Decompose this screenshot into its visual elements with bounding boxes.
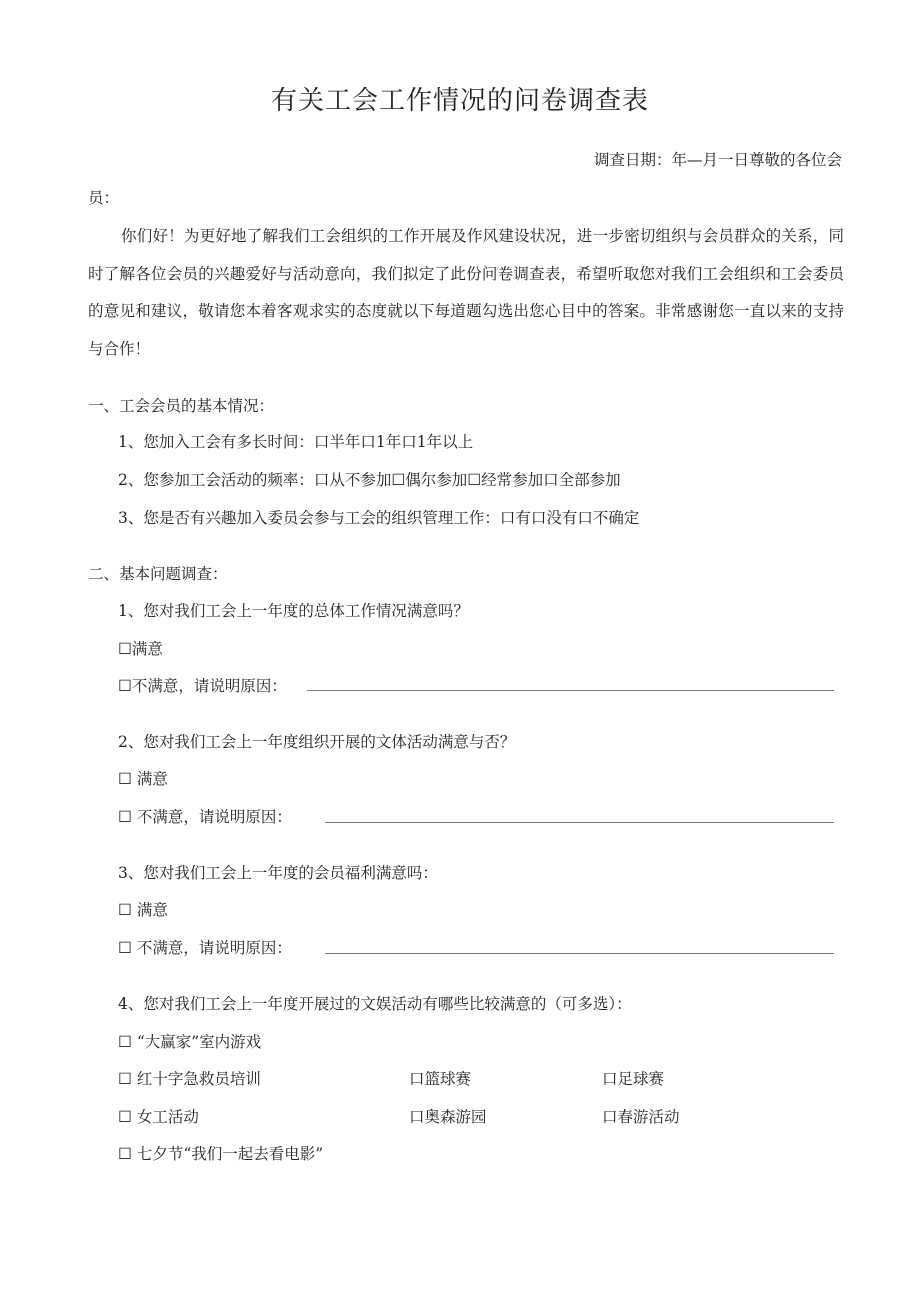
s2-q4-option-game[interactable]: ☐ “大赢家”室内游戏 — [118, 1033, 262, 1051]
s1-question-1[interactable]: 1、您加入工会有多长时间：口半年口1年口1年以上 — [118, 433, 474, 451]
section-1-heading: 一、工会会员的基本情况： — [88, 397, 275, 415]
s2-q1-unsatisfied-checkbox[interactable]: ☐不满意，请说明原因： — [118, 677, 287, 695]
s2-q2-satisfied-checkbox[interactable]: ☐ 满意 — [118, 770, 168, 788]
survey-date-line: 调查日期：年—月一日尊敬的各位会 — [593, 151, 842, 169]
s2-q3-satisfied-checkbox[interactable]: ☐ 满意 — [118, 901, 168, 919]
s2-q1-question: 1、您对我们工会上一年度的总体工作情况满意吗？ — [118, 602, 469, 620]
s2-q1-reason-field[interactable] — [307, 690, 834, 691]
s2-q1-satisfied-checkbox[interactable]: ☐满意 — [118, 640, 163, 658]
section-2-heading: 二、基本问题调查： — [88, 565, 228, 583]
page-title: 有关工会工作情况的问卷调查表 — [270, 86, 649, 116]
s1-question-3[interactable]: 3、您是否有兴趣加入委员会参与工会的组织管理工作：口有口没有口不确定 — [118, 509, 640, 527]
s2-q4-option-spring-trip[interactable]: 口春游活动 — [602, 1108, 680, 1126]
s2-q4-option-qixi[interactable]: ☐ 七夕节“我们一起去看电影” — [118, 1145, 324, 1163]
s2-q2-unsatisfied-checkbox[interactable]: ☐ 不满意，请说明原因： — [118, 808, 292, 826]
s2-q4-option-basketball[interactable]: 口篮球赛 — [409, 1070, 472, 1088]
s1-question-2[interactable]: 2、您参加工会活动的频率：口从不参加☐偶尔参加☐经常参加口全部参加 — [118, 471, 621, 489]
s2-q4-option-redcross[interactable]: ☐ 红十字急救员培训 — [118, 1070, 261, 1088]
s2-q4-option-football[interactable]: 口足球赛 — [602, 1070, 665, 1088]
s2-q4-option-women[interactable]: ☐ 女工活动 — [118, 1108, 199, 1126]
s2-q2-reason-field[interactable] — [325, 822, 834, 823]
s2-q4-option-olympic-park[interactable]: 口奥森游园 — [409, 1108, 487, 1126]
s2-q3-question: 3、您对我们工会上一年度的会员福利满意吗： — [118, 864, 438, 882]
s2-q2-question: 2、您对我们工会上一年度组织开展的文体活动满意与否？ — [118, 733, 516, 751]
s2-q3-unsatisfied-checkbox[interactable]: ☐ 不满意，请说明原因： — [118, 939, 292, 957]
greeting-tail: 员： — [88, 189, 120, 207]
intro-paragraph: 你们好！为更好地了解我们工会组织的工作开展及作风建设状况，进一步密切组织与会员群众的关系，同时了解各位会员的兴趣爱好与活动意向，我们拟定了此份问卷调查表，希望听取您对我们工会组织和工会委员的意见和建议，敬请您本着客观求实的态度就以下每道题勾选出您心目中的答案。非常感谢您一直以来的支持与合作！ — [88, 227, 844, 358]
s2-q4-question: 4、您对我们工会上一年度开展过的文娱活动有哪些比较满意的（可多选）： — [118, 995, 632, 1013]
s2-q3-reason-field[interactable] — [325, 953, 834, 954]
